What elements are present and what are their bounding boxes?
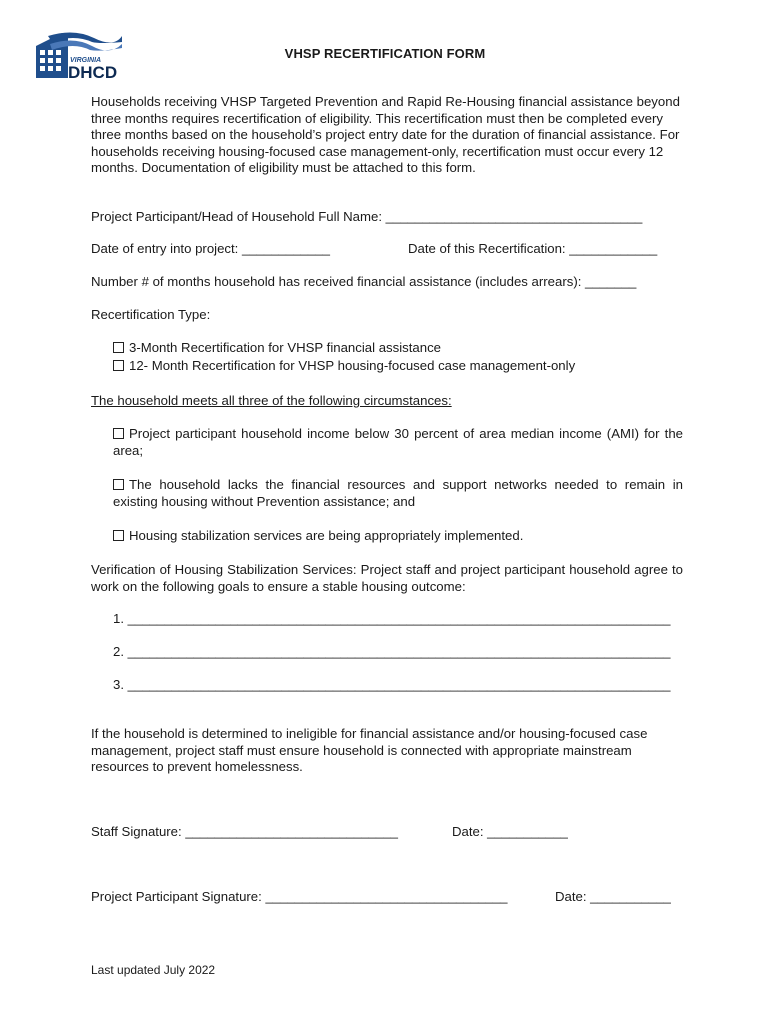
staff-signature-field[interactable]: Staff Signature: _____________________________	[91, 824, 399, 839]
recert-option-12-month[interactable]	[113, 358, 575, 375]
checkbox-12-month[interactable]	[113, 360, 124, 371]
entry-date-field[interactable]: Date of entry into project: ____________	[91, 241, 331, 256]
logo-text-main: DHCD	[68, 63, 118, 82]
participant-date-field[interactable]: Date: ___________	[555, 889, 671, 904]
recert-date-field[interactable]: Date of this Recertification: ____________	[408, 241, 658, 256]
circumstance-text: Housing stabilization services are being appropriately implemented.	[129, 528, 524, 543]
checkbox-resources[interactable]	[113, 479, 124, 490]
staff-date-field[interactable]: Date: ___________	[452, 824, 568, 839]
recert-type-label: Recertification Type:	[91, 307, 211, 322]
full-name-field[interactable]: Project Participant/Head of Household Full Name: ___________________________________	[91, 209, 643, 224]
circumstance-text: Project participant household income below 30 percent of area median income (AMI) for the area;	[113, 426, 683, 458]
goal-line-1[interactable]: 1. __________________________________________________________________________	[113, 611, 671, 626]
circumstance-item[interactable]	[113, 477, 683, 510]
recert-option-3-month[interactable]	[113, 340, 441, 357]
ineligible-paragraph: If the household is determined to ineligible for financial assistance and/or housing-focused case management, project staff must ensure household is connected with appropriate mainstream resources to prevent homelessness.	[91, 726, 648, 774]
checkbox-income[interactable]	[113, 428, 124, 439]
months-field[interactable]: Number # of months household has received financial assistance (includes arrears): _______	[91, 274, 637, 289]
checkbox-stabilization[interactable]	[113, 530, 124, 541]
circumstance-item[interactable]	[113, 528, 683, 545]
participant-signature-field[interactable]: Project Participant Signature: _________________________________	[91, 889, 508, 904]
goal-line-3[interactable]: 3. __________________________________________________________________________	[113, 677, 671, 692]
circumstance-text: The household lacks the financial resources and support networks needed to remain in existing housing without Prevention assistance; and	[113, 477, 683, 509]
verification-paragraph: Verification of Housing Stabilization Services: Project staff and project participant household agree to work on the following goals to ensure a stable housing outcome:	[91, 562, 683, 594]
footer-last-updated: Last updated July 2022	[91, 963, 216, 977]
circumstance-item[interactable]	[113, 426, 683, 459]
checkbox-3-month[interactable]	[113, 342, 124, 353]
circumstances-heading: The household meets all three of the following circumstances:	[91, 393, 452, 408]
goal-line-2[interactable]: 2. __________________________________________________________________________	[113, 644, 671, 659]
form-title: VHSP RECERTIFICATION FORM	[284, 46, 486, 61]
intro-paragraph: Households receiving VHSP Targeted Prevention and Rapid Re-Housing financial assistance beyond three months requires recertification of eligibility. This recertification must then be completed every three months based on the household’s project entry date for the duration of financial assistance. For households receiving housing-focused case management-only, recertification must occur every 12 months. Documentation of eligibility must be attached to this form.	[91, 94, 680, 175]
recert-option-label: 12- Month Recertification for VHSP housing-focused case management-only	[129, 358, 576, 373]
recert-option-label: 3-Month Recertification for VHSP financial assistance	[129, 340, 442, 355]
logo-text-top: VIRGINIA	[70, 57, 102, 64]
